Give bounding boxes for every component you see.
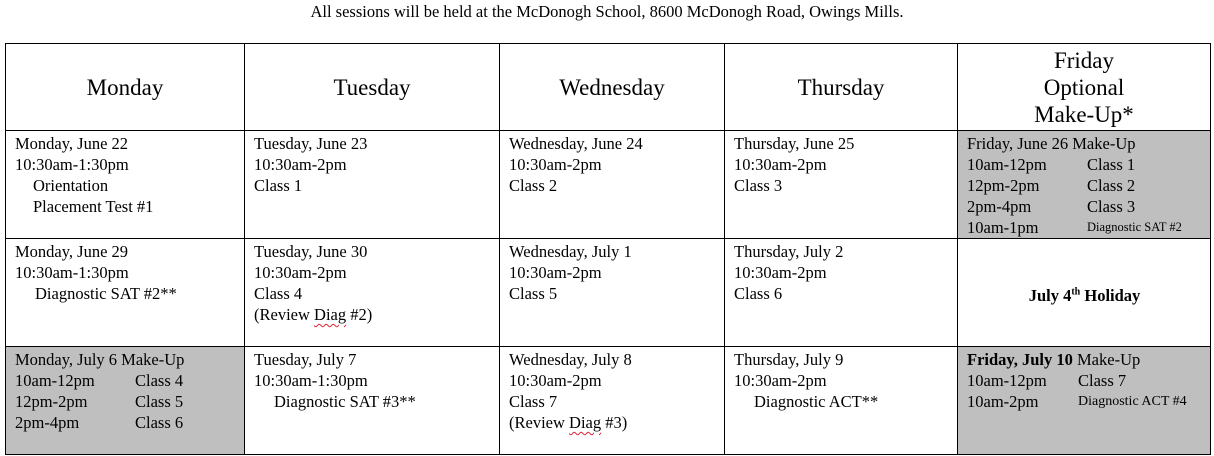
date-bold: Friday, July 10 [967, 350, 1073, 369]
cell-time: 10:30am-1:30pm [15, 263, 129, 282]
cell-item: Class 6 [734, 284, 783, 303]
cell-thu-june-25 [725, 131, 958, 239]
cell-item: Orientation [33, 176, 109, 195]
cell-date: Monday, July 6 Make-Up [15, 350, 185, 369]
week-row-3 [6, 347, 1211, 455]
cell-time: 10:30am-2pm [734, 263, 827, 282]
cell-thu-july-9 [725, 347, 958, 455]
review-word: Diag [569, 413, 602, 432]
cell-item-review [254, 304, 491, 325]
cell-time: 10:30am-2pm [254, 155, 347, 174]
makeup-row [15, 391, 236, 412]
cell-time: 10:30am-2pm [509, 155, 602, 174]
cell-date: Wednesday, July 8 [509, 350, 632, 369]
header-wednesday: Wednesday [500, 44, 725, 131]
header-friday-line1: Friday [1053, 47, 1115, 73]
cell-date: Wednesday, July 1 [509, 242, 632, 261]
cell-time: 10:30am-2pm [509, 263, 602, 282]
makeup-time: 12pm-2pm [15, 392, 88, 411]
review-suffix: #3) [601, 413, 628, 432]
makeup-row [967, 154, 1202, 175]
header-row [6, 44, 1211, 131]
header-tuesday: Tuesday [245, 44, 500, 131]
cell-mon-june-29 [6, 239, 245, 347]
makeup-label: Class 7 [1078, 371, 1127, 390]
cell-date: Thursday, June 25 [734, 134, 855, 153]
cell-tue-june-23 [245, 131, 500, 239]
holiday-text: July 4 [1028, 285, 1072, 305]
makeup-row [967, 196, 1202, 217]
cell-thu-july-2 [725, 239, 958, 347]
cell-time: 10:30am-2pm [734, 371, 827, 390]
cell-mon-july-6-makeup [6, 347, 245, 455]
header-friday-line3: Make-Up* [1034, 101, 1134, 127]
cell-tue-july-7 [245, 347, 500, 455]
makeup-row [967, 175, 1202, 196]
makeup-time: 10am-2pm [967, 392, 1039, 411]
cell-fri-july-10-makeup [958, 347, 1211, 455]
makeup-label: Class 3 [1087, 197, 1136, 216]
makeup-row [967, 370, 1202, 391]
date-suffix: Make-Up [1072, 350, 1141, 369]
cell-item-review [509, 412, 716, 433]
holiday-label [1029, 286, 1141, 305]
makeup-time: 12pm-2pm [967, 176, 1040, 195]
cell-time: 10:30am-2pm [509, 371, 602, 390]
cell-date: Tuesday, June 23 [254, 134, 368, 153]
makeup-label: Diagnostic ACT #4 [1078, 394, 1187, 409]
makeup-label: Class 5 [135, 392, 184, 411]
makeup-time: 2pm-4pm [967, 197, 1032, 216]
cell-date: Tuesday, July 7 [254, 350, 357, 369]
makeup-time: 10am-12pm [967, 155, 1047, 174]
cell-mon-june-22 [6, 131, 245, 239]
makeup-label: Class 4 [135, 371, 184, 390]
cell-date: Wednesday, June 24 [509, 134, 643, 153]
review-prefix: (Review [254, 305, 315, 324]
cell-fri-june-26-makeup [958, 131, 1211, 239]
cell-date: Monday, June 22 [15, 134, 129, 153]
week-row-1 [6, 131, 1211, 239]
makeup-time: 10am-12pm [15, 371, 95, 390]
cell-time: 10:30am-1:30pm [15, 155, 129, 174]
makeup-time: 10am-1pm [967, 218, 1039, 237]
cell-date: Monday, June 29 [15, 242, 129, 261]
cell-item: Diagnostic SAT #2** [35, 284, 177, 303]
cell-date: Friday, June 26 Make-Up [967, 134, 1136, 153]
schedule-table [5, 43, 1211, 455]
header-friday [958, 44, 1211, 131]
makeup-label: Diagnostic SAT #2 [1087, 220, 1182, 234]
holiday-suffix: th [1071, 286, 1081, 298]
cell-date: Thursday, July 2 [734, 242, 844, 261]
cell-wed-july-1 [500, 239, 725, 347]
cell-wed-june-24 [500, 131, 725, 239]
cell-time: 10:30am-1:30pm [254, 371, 368, 390]
makeup-row [15, 412, 236, 433]
cell-item: Class 3 [734, 176, 783, 195]
cell-date: Thursday, July 9 [734, 350, 844, 369]
location-note: All sessions will be held at the McDonogh School, 8600 McDonogh Road, Owings Mills. [310, 2, 904, 21]
cell-item: Class 5 [509, 284, 558, 303]
header-friday-line2: Optional [1043, 74, 1125, 100]
cell-fri-july-3-holiday [958, 239, 1211, 347]
makeup-label: Class 2 [1087, 176, 1136, 195]
review-word: Diag [314, 305, 347, 324]
review-suffix: #2) [346, 305, 373, 324]
cell-item: Class 2 [509, 176, 558, 195]
cell-time: 10:30am-2pm [734, 155, 827, 174]
holiday-word: Holiday [1080, 285, 1141, 305]
cell-tue-june-30 [245, 239, 500, 347]
header-thursday: Thursday [725, 44, 958, 131]
makeup-label: Class 6 [135, 413, 184, 432]
week-row-2 [6, 239, 1211, 347]
cell-item: Class 1 [254, 176, 303, 195]
cell-date: Tuesday, June 30 [254, 242, 368, 261]
cell-item: Diagnostic ACT** [754, 392, 879, 411]
makeup-row [967, 391, 1202, 412]
makeup-row [967, 217, 1202, 238]
cell-time: 10:30am-2pm [254, 263, 347, 282]
header-monday: Monday [6, 44, 245, 131]
cell-wed-july-8 [500, 347, 725, 455]
cell-item: Class 7 [509, 392, 558, 411]
makeup-time: 2pm-4pm [15, 413, 80, 432]
makeup-label: Class 1 [1087, 155, 1136, 174]
cell-item: Class 4 [254, 284, 303, 303]
cell-date [967, 349, 1202, 370]
review-prefix: (Review [509, 413, 570, 432]
makeup-time: 10am-12pm [967, 371, 1047, 390]
cell-item: Placement Test #1 [33, 197, 154, 216]
makeup-row [15, 370, 236, 391]
cell-item: Diagnostic SAT #3** [274, 392, 416, 411]
